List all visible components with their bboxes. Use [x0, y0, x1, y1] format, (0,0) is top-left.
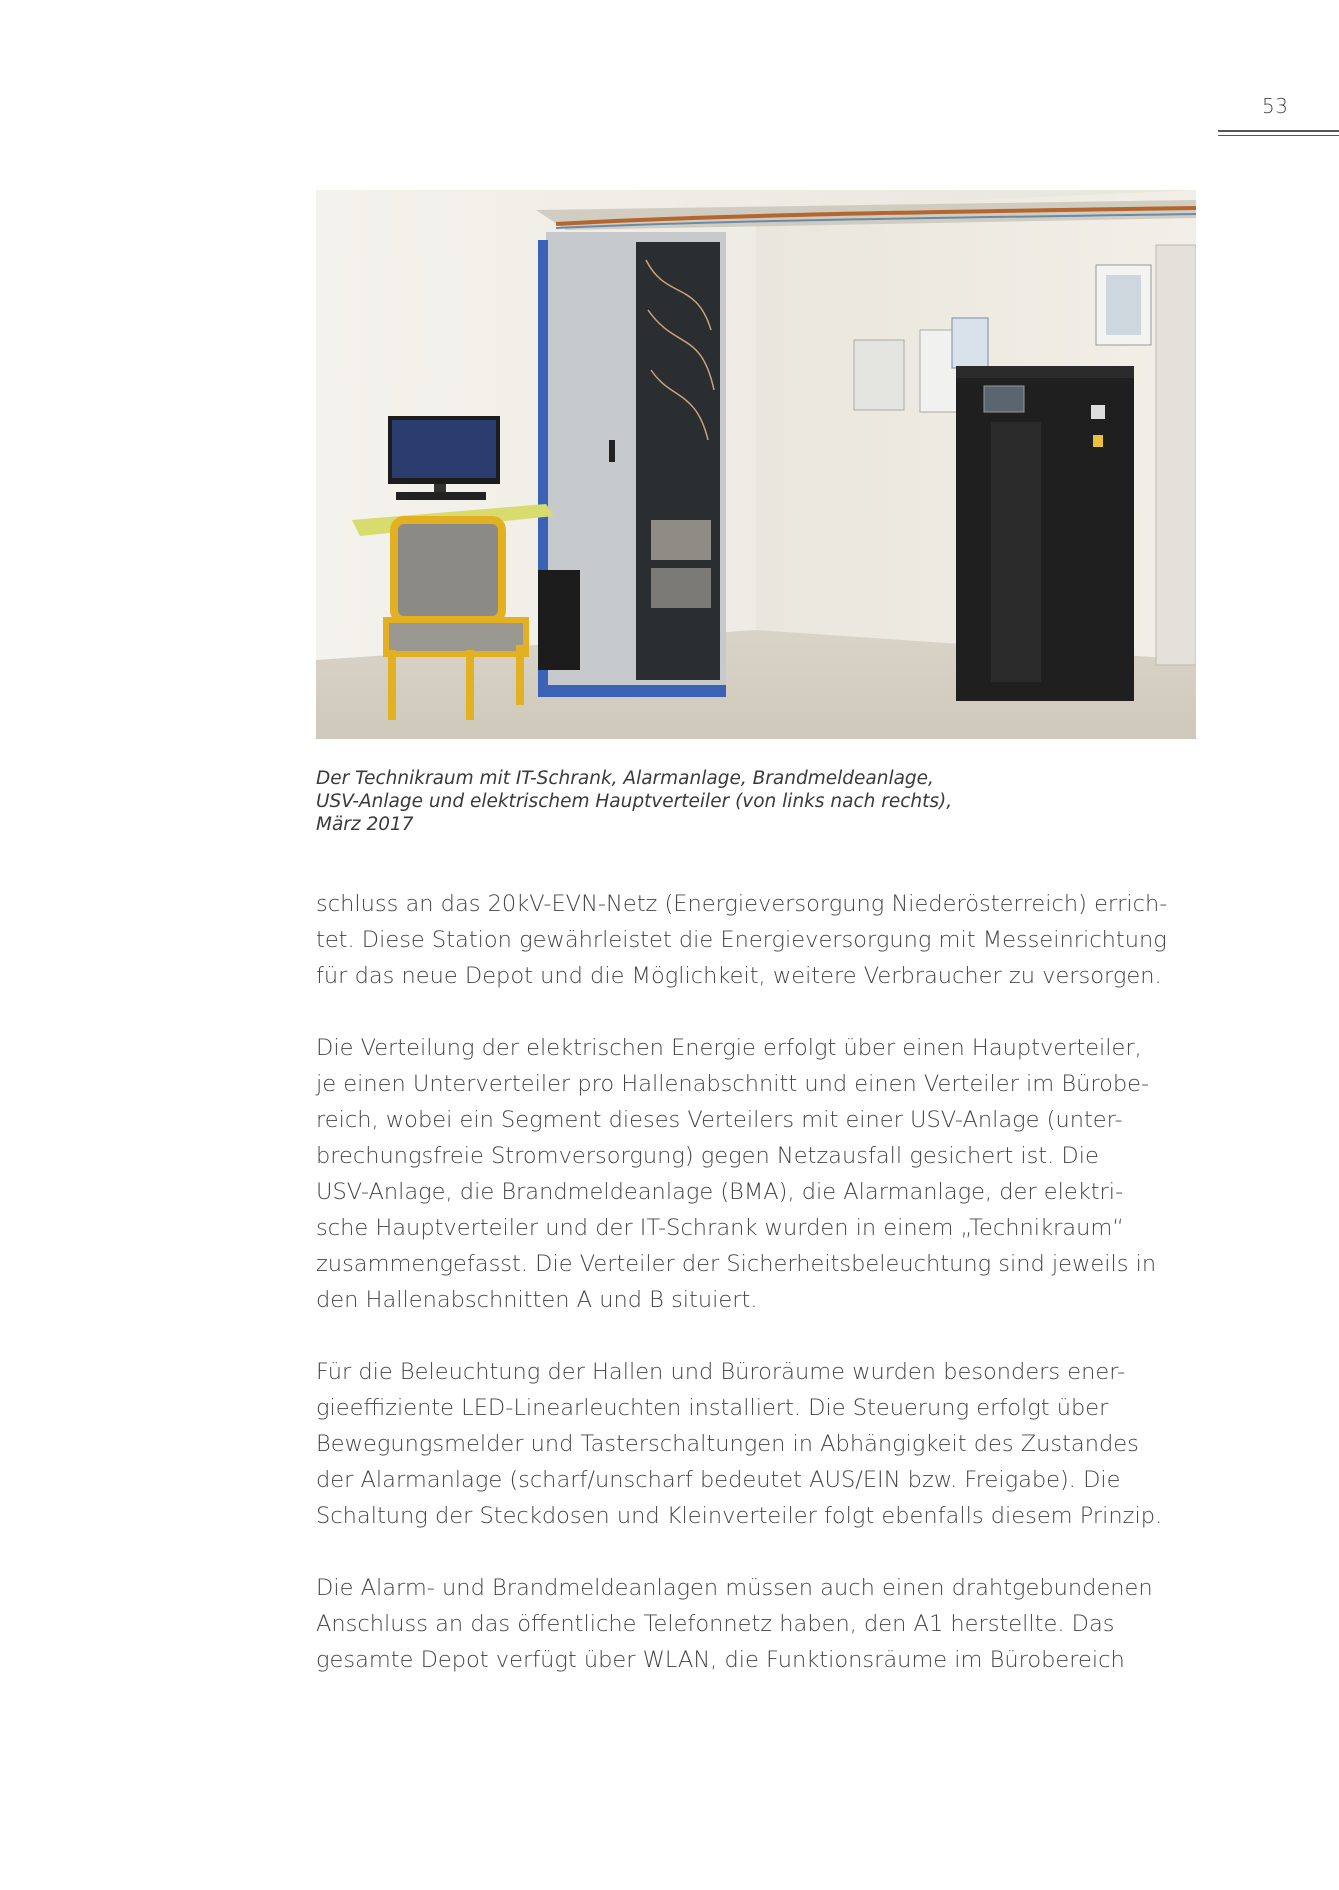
- text-line: sche Hauptverteiler und der IT-Schrank wurden in einem „Technikraum“: [316, 1215, 1124, 1241]
- text-line: je einen Unterverteiler pro Hallenabschnitt und einen Verteiler im Bürobe-: [316, 1071, 1150, 1097]
- paragraph: [316, 886, 1216, 994]
- body-text: [316, 886, 1216, 1714]
- text-line: schluss an das 20kV-EVN-Netz (Energieversorgung Niederösterreich) errich-: [316, 891, 1168, 917]
- text-line: gesamte Depot verfügt über WLAN, die Funktionsräume im Bürobereich: [316, 1647, 1125, 1673]
- text-line: USV-Anlage, die Brandmeldeanlage (BMA), die Alarmanlage, der elektri-: [316, 1179, 1124, 1205]
- text-line: Die Verteilung der elektrischen Energie erfolgt über einen Hauptverteiler,: [316, 1035, 1142, 1061]
- text-line: Die Alarm- und Brandmeldeanlagen müssen auch einen drahtgebundenen: [316, 1575, 1153, 1601]
- technical-room-photo: [316, 190, 1196, 739]
- text-line: den Hallenabschnitten A und B situiert.: [316, 1287, 758, 1313]
- text-line: zusammengefasst. Die Verteiler der Sicherheitsbeleuchtung sind jeweils in: [316, 1251, 1157, 1277]
- text-line: Bewegungsmelder und Tasterschaltungen in Abhängigkeit des Zustandes: [316, 1431, 1139, 1457]
- text-line: Schaltung der Steckdosen und Kleinverteiler folgt ebenfalls diesem Prinzip.: [316, 1503, 1163, 1529]
- text-line: tet. Diese Station gewährleistet die Energieversorgung mit Messeinrichtung: [316, 927, 1167, 953]
- text-line: brechungsfreie Stromversorgung) gegen Netzausfall gesichert ist. Die: [316, 1143, 1099, 1169]
- text-line: Anschluss an das öffentliche Telefonnetz haben, den A1 herstellte. Das: [316, 1611, 1115, 1637]
- page-rule: [1218, 130, 1339, 132]
- paragraph: [316, 1030, 1216, 1318]
- paragraph: [316, 1570, 1216, 1678]
- page-number: 53: [1262, 94, 1289, 118]
- paragraph: [316, 1354, 1216, 1534]
- text-line: für das neue Depot und die Möglichkeit, weitere Verbraucher zu versorgen.: [316, 963, 1162, 989]
- text-line: gieeffiziente LED-Linearleuchten installiert. Die Steuerung erfolgt über: [316, 1395, 1109, 1421]
- page-rule-thin: [1218, 135, 1339, 136]
- text-line: reich, wobei ein Segment dieses Verteilers mit einer USV-Anlage (unter-: [316, 1107, 1123, 1133]
- caption-line: USV-Anlage und elektrischem Hauptverteiler (von links nach rechts),: [316, 791, 953, 812]
- photo-caption: [316, 767, 1196, 836]
- caption-line: März 2017: [316, 814, 414, 835]
- text-line: der Alarmanlage (scharf/unscharf bedeutet AUS/EIN bzw. Freigabe). Die: [316, 1467, 1121, 1493]
- caption-line: Der Technikraum mit IT-Schrank, Alarmanlage, Brandmeldeanlage,: [316, 768, 934, 789]
- text-line: Für die Beleuchtung der Hallen und Büroräume wurden besonders ener-: [316, 1359, 1126, 1385]
